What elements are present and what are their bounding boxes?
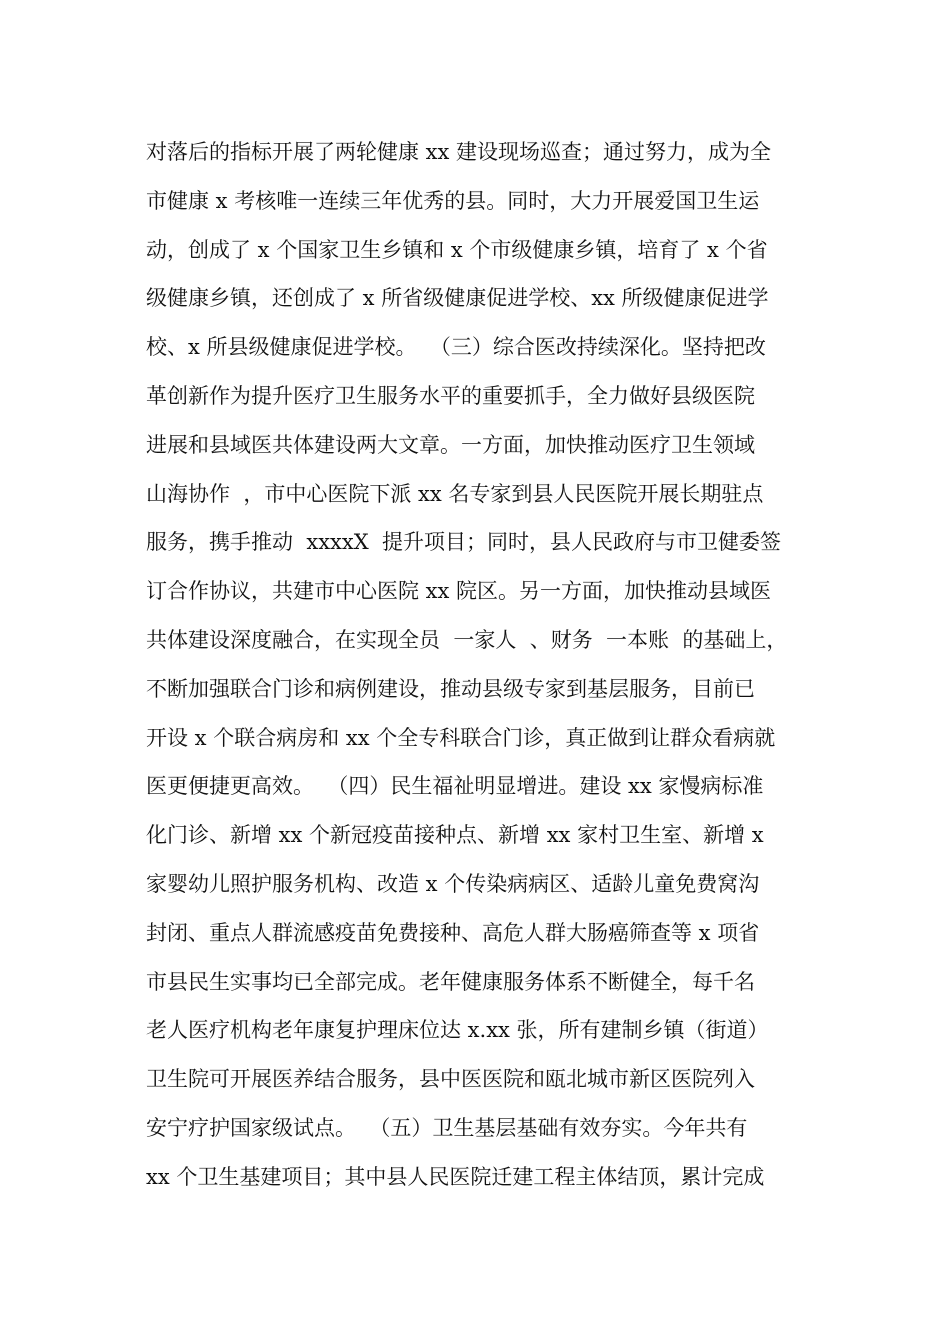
text-line: 共体建设深度融合，在实现全员 一家人 、财务 一本账 的基础上， (146, 627, 788, 652)
text-line: 开设 x 个联合病房和 xx 个全专科联合门诊，真正做到让群众看病就 (146, 725, 776, 750)
text-line: 革创新作为提升医疗卫生服务水平的重要抓手，全力做好县级医院 (146, 383, 755, 408)
body-text (146, 128, 826, 1202)
text-line: 进展和县域医共体建设两大文章。一方面，加快推动医疗卫生领域 (146, 432, 755, 457)
text-line: 级健康乡镇，还创成了 x 所省级健康促进学校、xx 所级健康促进学 (146, 286, 769, 311)
text-line: 卫生院可开展医养结合服务，县中医医院和瓯北城市新区医院列入 (146, 1067, 755, 1092)
text-line: 老人医疗机构老年康复护理床位达 x.xx 张，所有建制乡镇（街道） (146, 1018, 769, 1043)
text-line: 市健康 x 考核唯一连续三年优秀的县。同时，大力开展爱国卫生运 (146, 188, 760, 213)
text-line: 服务，携手推动 xxxxX 提升项目；同时，县人民政府与市卫健委签 (146, 530, 782, 555)
text-line: 家婴幼儿照护服务机构、改造 x 个传染病病区、适龄儿童免费窝沟 (146, 871, 760, 896)
text-line: 动，创成了 x 个国家卫生乡镇和 x 个市级健康乡镇，培育了 x 个省 (146, 237, 768, 262)
text-line: 医更便捷更高效。 （四）民生福祉明显增进。建设 xx 家慢病标准 (146, 774, 764, 799)
text-line: 安宁疗护国家级试点。 （五）卫生基层基础有效夯实。今年共有 (146, 1115, 748, 1140)
text-line: xx 个卫生基建项目；其中县人民医院迁建工程主体结顶，累计完成 (146, 1164, 765, 1189)
text-line: 市县民生实事均已全部完成。老年健康服务体系不断健全，每千名 (146, 969, 755, 994)
text-line: 化门诊、新增 xx 个新冠疫苗接种点、新增 xx 家村卫生室、新增 x (146, 823, 764, 848)
text-line: 山海协作 ，市中心医院下派 xx 名专家到县人民医院开展长期驻点 (146, 481, 764, 506)
text-line: 封闭、重点人群流感疫苗免费接种、高危人群大肠癌筛查等 x 项省 (146, 920, 760, 945)
text-line: 不断加强联合门诊和病例建设，推动县级专家到基层服务，目前已 (146, 676, 755, 701)
text-line: 对落后的指标开展了两轮健康 xx 建设现场巡查；通过努力，成为全 (146, 140, 772, 164)
text-line: 校、x 所县级健康促进学校。 （三）综合医改持续深化。坚持把改 (146, 335, 766, 360)
text-line: 订合作协议，共建市中心医院 xx 院区。另一方面，加快推动县域医 (146, 579, 772, 604)
